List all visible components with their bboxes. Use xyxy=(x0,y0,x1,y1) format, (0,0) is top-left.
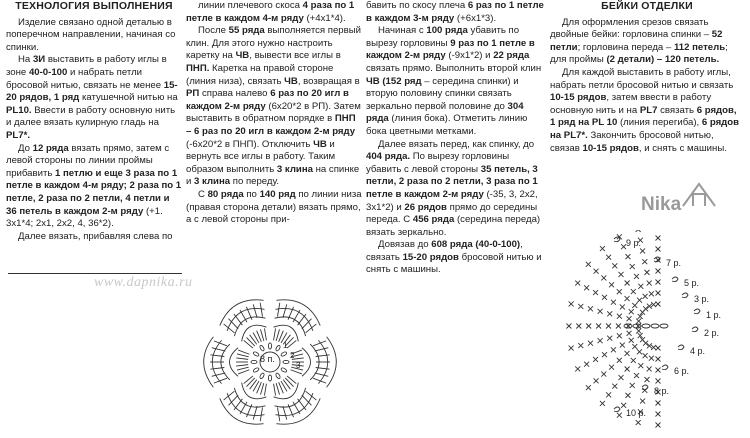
column-2 xyxy=(186,0,362,227)
fan-row-label: 9 р. xyxy=(626,238,642,248)
col3-paragraph-1: бавить по скосу плеча 6 раз по 1 петле в каждом 3-м ряду (+6х1*3). xyxy=(366,0,544,24)
col1-paragraph-2: На 3И выставить в работу иглы в зоне 40-0-100 и набрать петли бросовой нитью, связать не менее 15-20 рядов, 1 ряд катушечной нитью на PL10. Ввести в работу основную нить и далее вязать кулирную гладь на PL7*. xyxy=(6,54,178,141)
rose-center-label: 8 п. xyxy=(260,354,275,364)
col2-paragraph-2: После 55 ряда выполняется первый клин. Для этого нужно настроить каретку на ЧВ, вывести все иглы в ПНП. Каретка на правой стороне (линия низа), связать ЧВ, возвращая в РП справа налево 6 раз по 20 игл в каждом 2-м ряду (6х20*2 в РП). Затем выставить в обратном порядке в ПНП – 6 раз по 20 игл в каждом 2-м ряду (-6х20*2 в ПНП). Отключить ЧВ и вернуть все иглы в работу. Таким образом выполнить 3 клина на спинке и 3 клина по переду. xyxy=(186,25,361,188)
fan-row-label: 6 р. xyxy=(674,366,690,376)
fan-row-label: 2 р. xyxy=(704,328,720,338)
crochet-flower-diagram xyxy=(186,280,354,438)
col1-paragraph-4: Далее вязать, прибавляя слева по xyxy=(18,230,173,242)
col1-paragraph-1: Изделие связано одной деталью в поперечном направлении, начиная со спинки. xyxy=(6,16,176,53)
fan-row-label: 8 р. xyxy=(654,386,670,396)
divider-line xyxy=(8,273,182,274)
trim-bands-heading: БЕЙКИ ОТДЕЛКИ xyxy=(601,0,693,12)
col1-paragraph-3: До 12 ряда вязать прямо, затем с левой стороны по линии проймы прибавить 1 петлю и еще 3 раза по 1 петле в каждом 4-м ряду; 2 раза по 1 петле, 2 раза по 2 петли, 4 петли и 36 петель в каждом 2-м ряду (+1. 3х1*4; 2х1, 2х2, 4, 36*2). xyxy=(6,142,182,230)
col3-paragraph-2: Начиная с 100 ряда убавить по вырезу горловины 9 раз по 1 петле в каждом 2-м ряду (-9х1*2) и 22 ряда связать прямо. Выполнить второй клин ЧВ (152 ряд – середина спинки) и вторую половину спинки связать зеркально первой половине до 304 ряда (линия бока). Отметить линию бока цветными метками. xyxy=(366,25,542,137)
fan-row-label: 1 р. xyxy=(706,310,722,320)
fan-row-label: 4 р. xyxy=(690,346,706,356)
rose-row-label-1: 1 xyxy=(283,341,288,350)
column-1 xyxy=(6,0,182,243)
col4-paragraph-2: Для каждой выставить в работу иглы, набрать петли бросовой нитью и связать 10-15 рядов, затем ввести в работу основную нить и на PL7 связать 6 рядов, 1 ряд на PL 10 (линия перегиба), 6 рядов на PL7*. Закончить бросовой нитью, связав 10-15 рядов, и снять с машины. xyxy=(550,66,740,154)
fan-row-label: 3 р. xyxy=(694,294,710,304)
col3-paragraph-4: Довязав до 608 ряда (40-0-100), связать 15-20 рядов бросовой нитью и снять с машины. xyxy=(366,239,542,276)
col4-paragraph-1: Для оформления срезов связать двойные бейки: горловина спинки – 52 петли; горловина переда – 112 петель; для проймы (2 детали) – 120 петель. xyxy=(550,16,728,66)
column-4 xyxy=(550,0,744,155)
rose-row-label-3: 3 xyxy=(296,361,301,370)
col3-paragraph-3: Далее вязать перед, как спинку, до 404 ряда. По вырезу горловины убавить с левой стороны 35 петель, 3 петли, 2 раза по 2 петли, 3 раза по 1 петле в каждом 2-м ряду (-35, 3, 2х2, 3х1*2) и 26 рядов прямо до середины переда. С 456 ряда (середина переда) вязать зеркально. xyxy=(366,138,541,238)
crochet-fan-diagram xyxy=(548,230,748,438)
fan-row-label: 7 р. xyxy=(666,258,682,268)
column-3 xyxy=(366,0,544,277)
watermark-url: www.dapnika.ru xyxy=(94,275,193,290)
rose-row-label-2: 2 xyxy=(290,351,295,360)
col2-paragraph-3: С 80 ряда по 140 ряд по линии низа (правая сторона детали) вязать прямо, а с левой стороны при- xyxy=(186,188,362,226)
fan-row-label: 10 р. xyxy=(626,408,647,418)
col2-paragraph-1: линии плечевого скоса 4 раза по 1 петле в каждом 4-м ряду (+4х1*4). xyxy=(186,0,355,24)
nika-logo: Nika xyxy=(641,194,681,216)
logo-arrow-icon xyxy=(681,178,721,208)
technology-heading: ТЕХНОЛОГИЯ ВЫПОЛНЕНИЯ xyxy=(15,0,173,12)
fan-row-label: 5 р. xyxy=(684,278,700,288)
